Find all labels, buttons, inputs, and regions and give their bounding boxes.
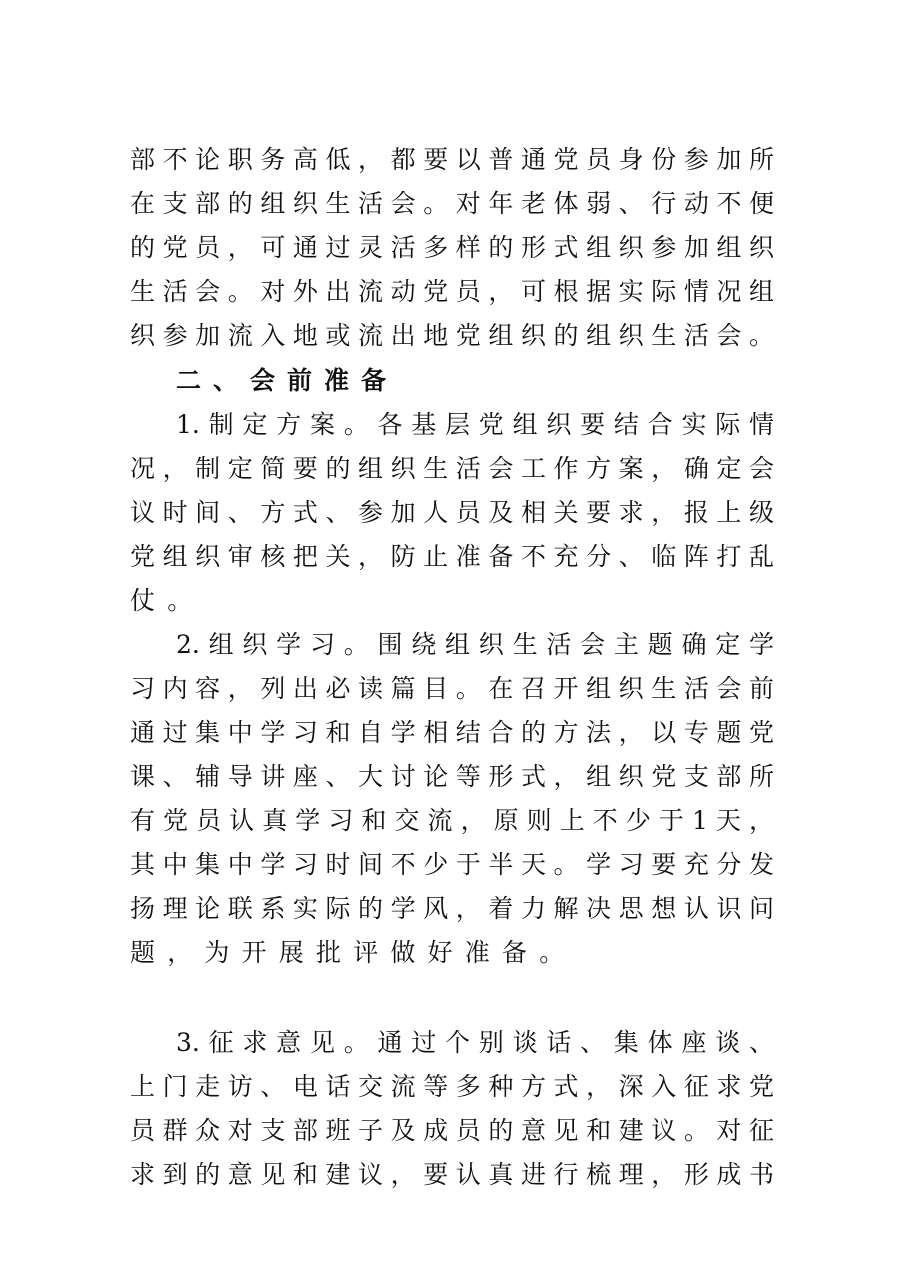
body-text-line: 有党员认真学习和交流，原则上不少于1天， <box>130 806 774 835</box>
body-text-line: 其中集中学习时间不少于半天。学习要充分发 <box>130 850 774 879</box>
paragraph-last-line: 仗。 <box>130 586 205 615</box>
body-text-line: 的党员，可通过灵活多样的形式组织参加组织 <box>130 233 774 262</box>
body-text-line: 在支部的组织生活会。对年老体弱、行动不便 <box>130 189 774 218</box>
body-text-line: 况，制定简要的组织生活会工作方案，确定会 <box>130 454 774 483</box>
body-text-line: 通过集中学习和自学相结合的方法，以专题党 <box>130 718 774 747</box>
paragraph-last-line: 题，为开展批评做好准备。 <box>130 938 577 967</box>
body-text-line: 员群众对支部班子及成员的意见和建议。对征 <box>130 1116 774 1145</box>
body-text-line: 生活会。对外出流动党员，可根据实际情况组 <box>130 277 774 306</box>
paragraph-first-line: 1.制定方案。各基层党组织要结合实际情 <box>176 410 774 439</box>
body-text-line: 议时间、方式、参加人员及相关要求，报上级 <box>130 498 774 527</box>
paragraph-first-line: 2.组织学习。围绕组织生活会主题确定学 <box>176 630 774 659</box>
body-text-line: 扬理论联系实际的学风，着力解决思想认识问 <box>130 894 774 923</box>
body-text-line: 课、辅导讲座、大讨论等形式，组织党支部所 <box>130 762 774 791</box>
body-text-line: 习内容，列出必读篇目。在召开组织生活会前 <box>130 674 774 703</box>
body-text-line: 上门走访、电话交流等多种方式，深入征求党 <box>130 1072 774 1101</box>
paragraph-first-line: 3.征求意见。通过个别谈话、集体座谈、 <box>176 1028 774 1057</box>
body-text-line: 织参加流入地或流出地党组织的组织生活会。 <box>130 321 774 350</box>
body-text-line: 求到的意见和建议，要认真进行梳理，形成书 <box>130 1160 774 1189</box>
section-heading: 二、会前准备 <box>176 366 399 395</box>
body-text-line: 部不论职务高低，都要以普通党员身份参加所 <box>130 145 774 174</box>
body-text-line: 党组织审核把关，防止准备不充分、临阵打乱 <box>130 542 774 571</box>
